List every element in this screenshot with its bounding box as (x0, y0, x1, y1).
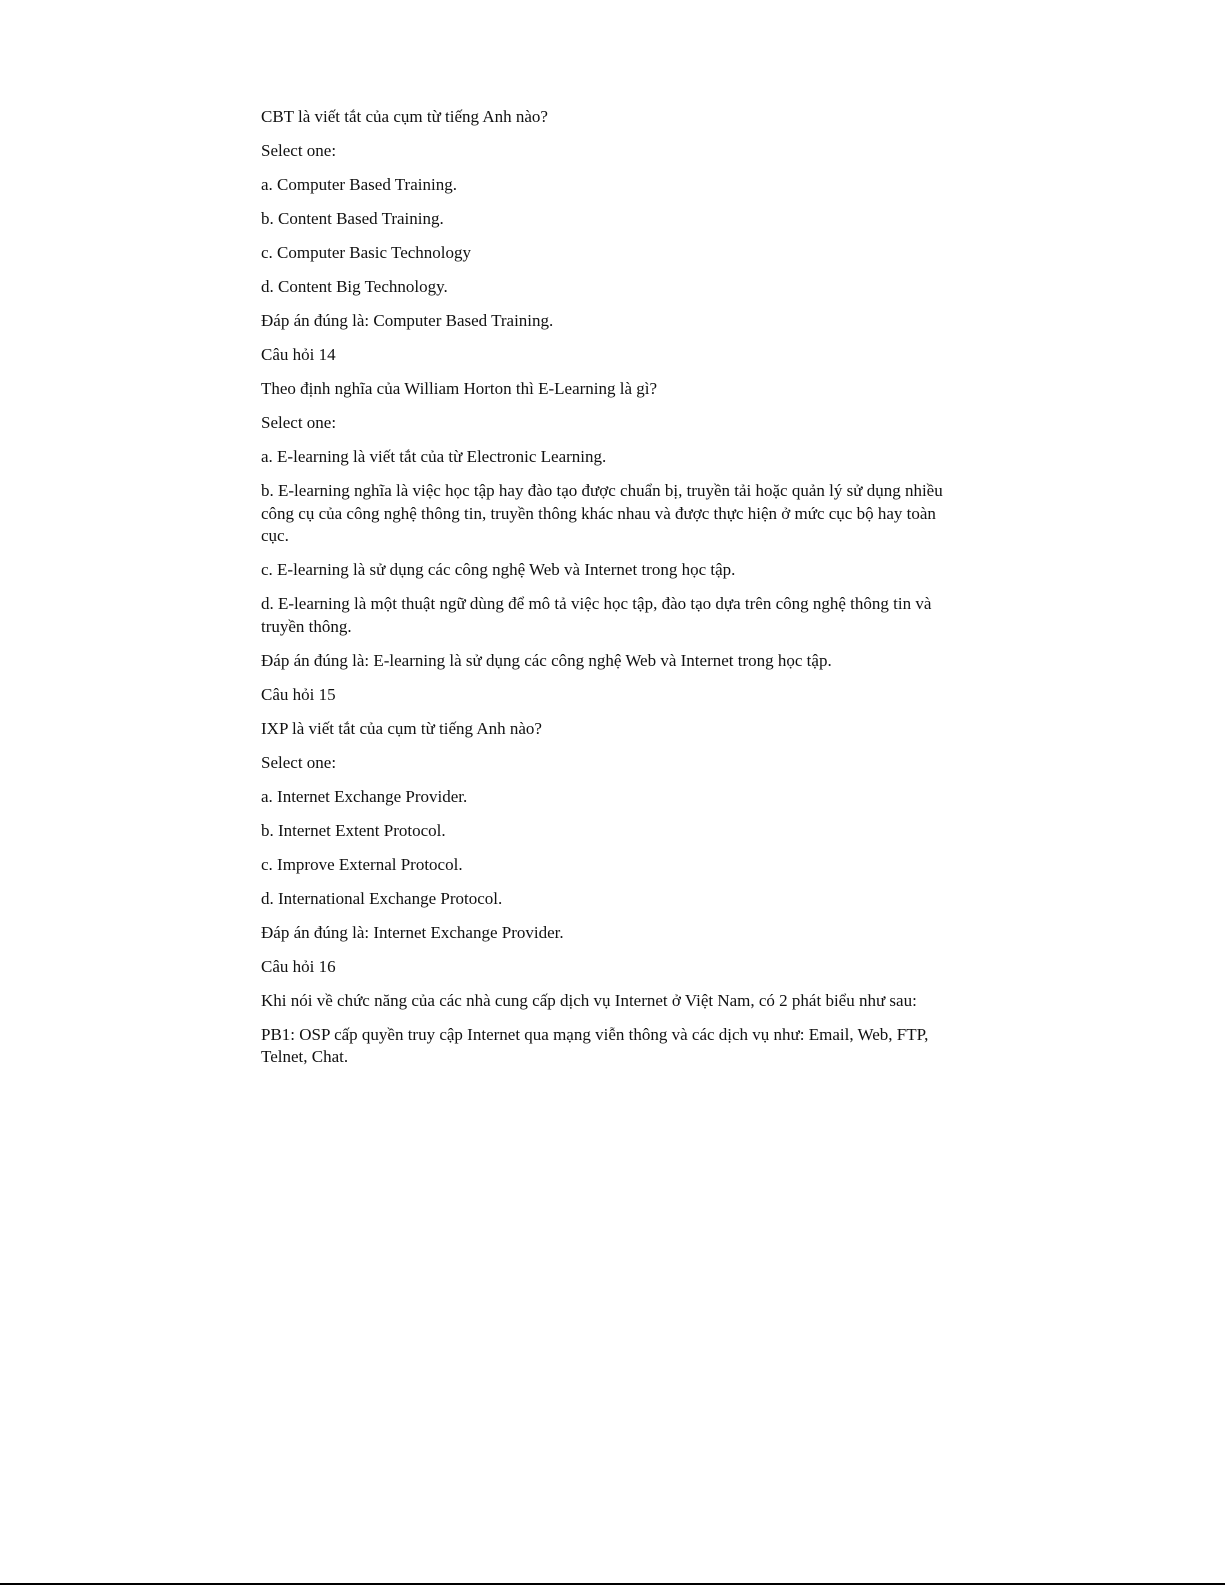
option-d: d. Content Big Technology. (261, 277, 448, 296)
document-body (261, 106, 961, 1080)
correct-answer: Đáp án đúng là: Computer Based Training. (261, 311, 554, 330)
option-b: b. Content Based Training. (261, 209, 444, 228)
question-text: CBT là viết tắt của cụm từ tiếng Anh nào? (261, 107, 548, 126)
option-a: a. Internet Exchange Provider. (261, 786, 468, 806)
question-heading: Câu hỏi 15 (261, 684, 336, 704)
question-text: Theo định nghĩa của William Horton thì E-Learning là gì? (261, 379, 658, 398)
select-one-label: Select one: (261, 752, 337, 772)
option-b: b. Internet Extent Protocol. (261, 820, 446, 840)
question-text: IXP là viết tắt của cụm từ tiếng Anh nào? (261, 718, 542, 738)
question-heading: Câu hỏi 14 (261, 345, 336, 364)
option-d: d. International Exchange Protocol. (261, 888, 503, 908)
statement-pb1: PB1: OSP cấp quyền truy cập Internet qua mạng viễn thông và các dịch vụ như: Email, Web, FTP, Telnet, Chat. (261, 1024, 929, 1066)
select-one-label: Select one: (261, 413, 337, 432)
option-a: a. Computer Based Training. (261, 175, 457, 194)
correct-answer: Đáp án đúng là: E-learning là sử dụng các công nghệ Web và Internet trong học tập. (261, 650, 832, 670)
option-c: c. E-learning là sử dụng các công nghệ Web và Internet trong học tập. (261, 560, 736, 579)
question-text: Khi nói về chức năng của các nhà cung cấp dịch vụ Internet ở Việt Nam, có 2 phát biểu như sau: (261, 990, 917, 1010)
question-heading: Câu hỏi 16 (261, 956, 336, 976)
option-b: b. E-learning nghĩa là việc học tập hay đào tạo được chuẩn bị, truyền tải hoặc quản lý sử dụng nhiều công cụ của công nghệ thông tin, truyền thông khác nhau và được thực hiện ở mức cục bộ hay toàn cục. (261, 481, 943, 545)
correct-answer: Đáp án đúng là: Internet Exchange Provider. (261, 922, 564, 942)
option-c: c. Improve External Protocol. (261, 854, 463, 874)
option-c: c. Computer Basic Technology (261, 243, 472, 262)
option-d: d. E-learning là một thuật ngữ dùng để mô tả việc học tập, đào tạo dựa trên công nghệ thông tin và truyền thông. (261, 594, 932, 636)
option-a: a. E-learning là viết tắt của từ Electronic Learning. (261, 447, 607, 466)
select-one-label: Select one: (261, 141, 337, 160)
